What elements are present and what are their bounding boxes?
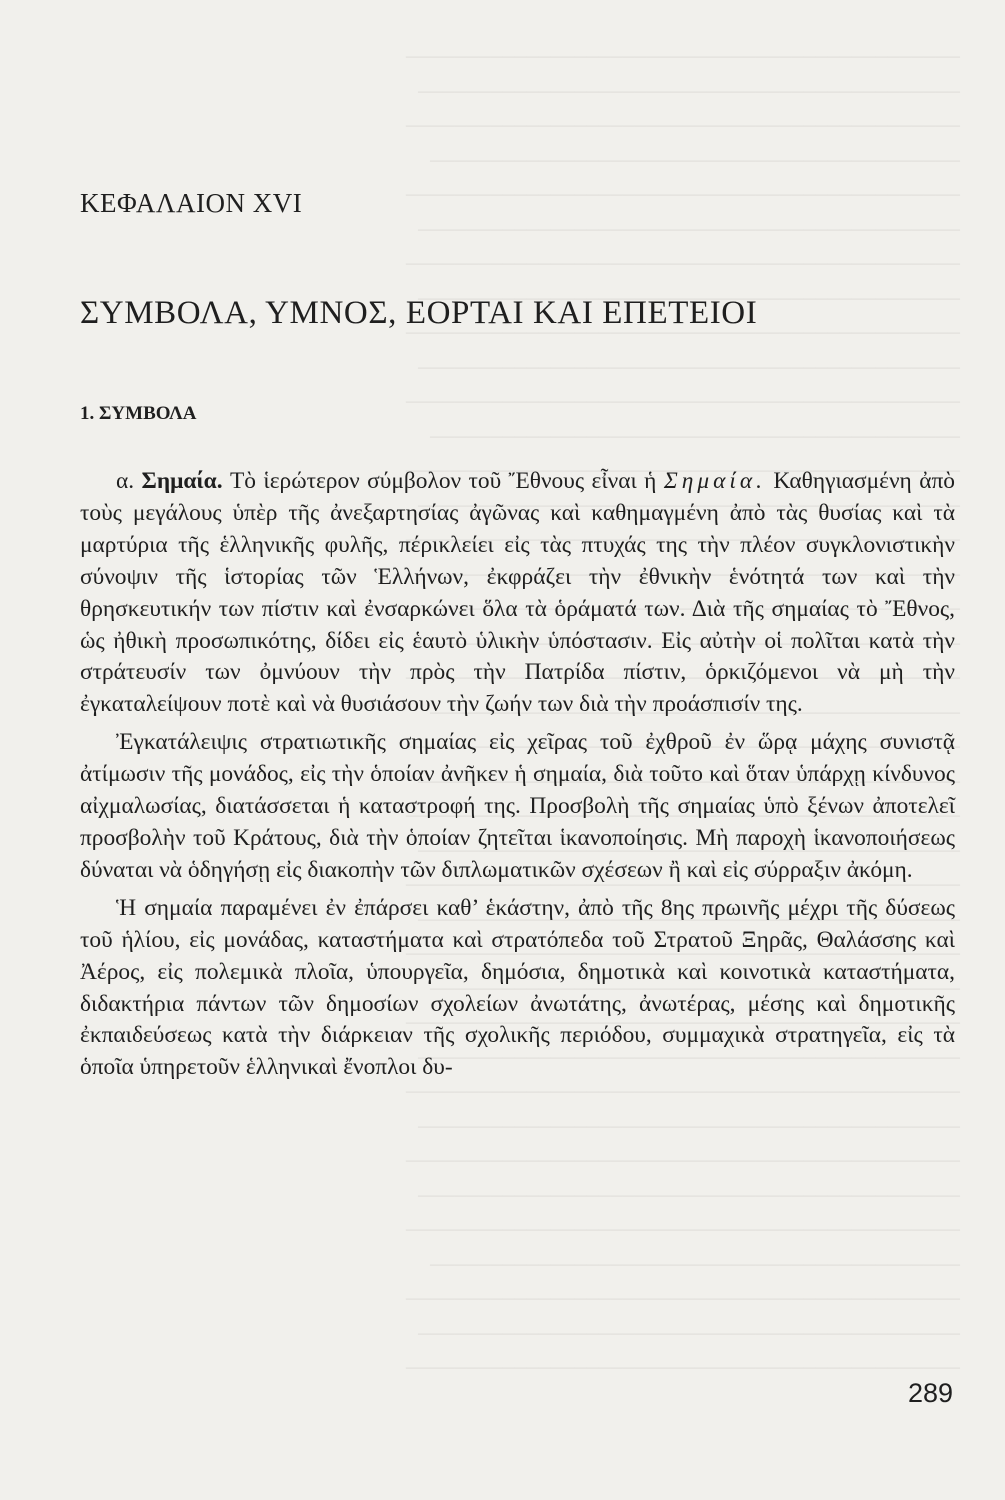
- paragraph-flag-body: Καθηγιασμένη ἀπὸ τοὺς μεγάλους ὑπὲρ τῆς ἀνεξαρτησίας ἀγῶνας καὶ καθημαγμένη ἀπὸ τὰς θυσίας καὶ τὰ μαρτύρια τῆς ἑλληνικῆς φυλῆς, πέρικλείει εἰς τὰς πτυχάς της τὴν πλέον συγκλονιστικὴν σύνοψιν τῆς ἱστορίας τῶν Ἑλλήνων, ἐκφράζει τὴν ἐθνικὴν ἑνότητά των καὶ τὴν θρησκευτικήν των πίστιν καὶ ἐνσαρκώνει ὅλα τὰ ὁράματά των. Διὰ τῆς σημαίας τὸ Ἔθνος, ὡς ἠθικὴ προσωπικότης, δίδει εἰς ἑαυτὸ ὑλικὴν ὑπόστασιν. Εἰς αὐτὴν οἱ πολῖται κατὰ τὴν στράτευσίν των ὀμνύουν τὴν πρὸς τὴν Πατρίδα πίστιν, ὁρκιζόμενοι νὰ μὴ τὴν ἐγκαταλείψουν ποτὲ καὶ νὰ θυσιάσουν τὴν ζωήν των διὰ τὴν προάσπισίν της.: [80, 468, 955, 718]
- paragraph-flag-intro: Τὸ ἱερώτερον σύμβολον τοῦ Ἔθνους εἶναι ἡ: [230, 468, 657, 494]
- paragraph-lead: Σημαία.: [141, 468, 223, 494]
- emphasized-term: Σημαία.: [663, 468, 766, 494]
- paragraph-abandonment: Ἐγκατάλειψις στρατιωτικῆς σημαίας εἰς χεῖρας τοῦ ἐχθροῦ ἐν ὥρᾳ μάχης συνιστᾷ ἀτίμωσιν τῆς μονάδος, εἰς τὴν ὁποίαν ἀνῆκεν ἡ σημαία, διὰ τοῦτο καὶ ὅταν ὑπάρχῃ κίνδυνος αἰχμαλωσίας, διατάσσεται ἡ καταστροφή της. Προσβολὴ τῆς σημαίας ὑπὸ ξένων ἀποτελεῖ προσβολὴν τοῦ Κράτους, διὰ τὴν ὁποίαν ζητεῖται ἱκανοποίησις. Μὴ παροχὴ ἱκανοποιήσεως δύναται νὰ ὁδηγήσῃ εἰς διακοπὴν τῶν διπλωματικῶν σχέσεων ἢ καὶ εἰς σύρραξιν ἀκόμη.: [80, 729, 955, 883]
- section-heading: 1. ΣΥΜΒΟΛΑ: [80, 403, 197, 424]
- chapter-heading: ΚΕΦΑΛΑΙΟΝ XVI: [80, 188, 303, 218]
- chapter-title: ΣΥΜΒΟΛΑ, ΥΜΝΟΣ, ΕΟΡΤΑΙ ΚΑΙ ΕΠΕΤΕΙΟΙ: [80, 295, 758, 331]
- body-text: [80, 466, 955, 1090]
- paragraph-label: α.: [116, 468, 135, 494]
- page-number: 289: [907, 1378, 953, 1408]
- paragraph-flag: [80, 466, 955, 721]
- paragraph-hoisting: Ἡ σημαία παραμένει ἐν ἐπάρσει καθ’ ἑκάστην, ἀπὸ τῆς 8ης πρωινῆς μέχρι τῆς δύσεως τοῦ ἡλίου, εἰς μονάδας, καταστήματα καὶ στρατόπεδα τοῦ Στρατοῦ Ξηρᾶς, Θαλάσσης καὶ Ἀέρος, εἰς πολεμικὰ πλοῖα, ὑπουργεῖα, δημόσια, δημοτικὰ καὶ κοινοτικὰ καταστήματα, διδακτήρια πάντων τῶν δημοσίων σχολείων ἀνωτάτης, ἀνωτέρας, μέσης καὶ δημοτικῆς ἐκπαιδεύσεως κατὰ τὴν διάρκειαν τῆς σχολικῆς περιόδου, συμμαχικὰ στρατηγεῖα, εἰς τὰ ὁποῖα ὑπηρετοῦν ἑλληνικαὶ ἔνοπλοι δυ-: [80, 894, 955, 1081]
